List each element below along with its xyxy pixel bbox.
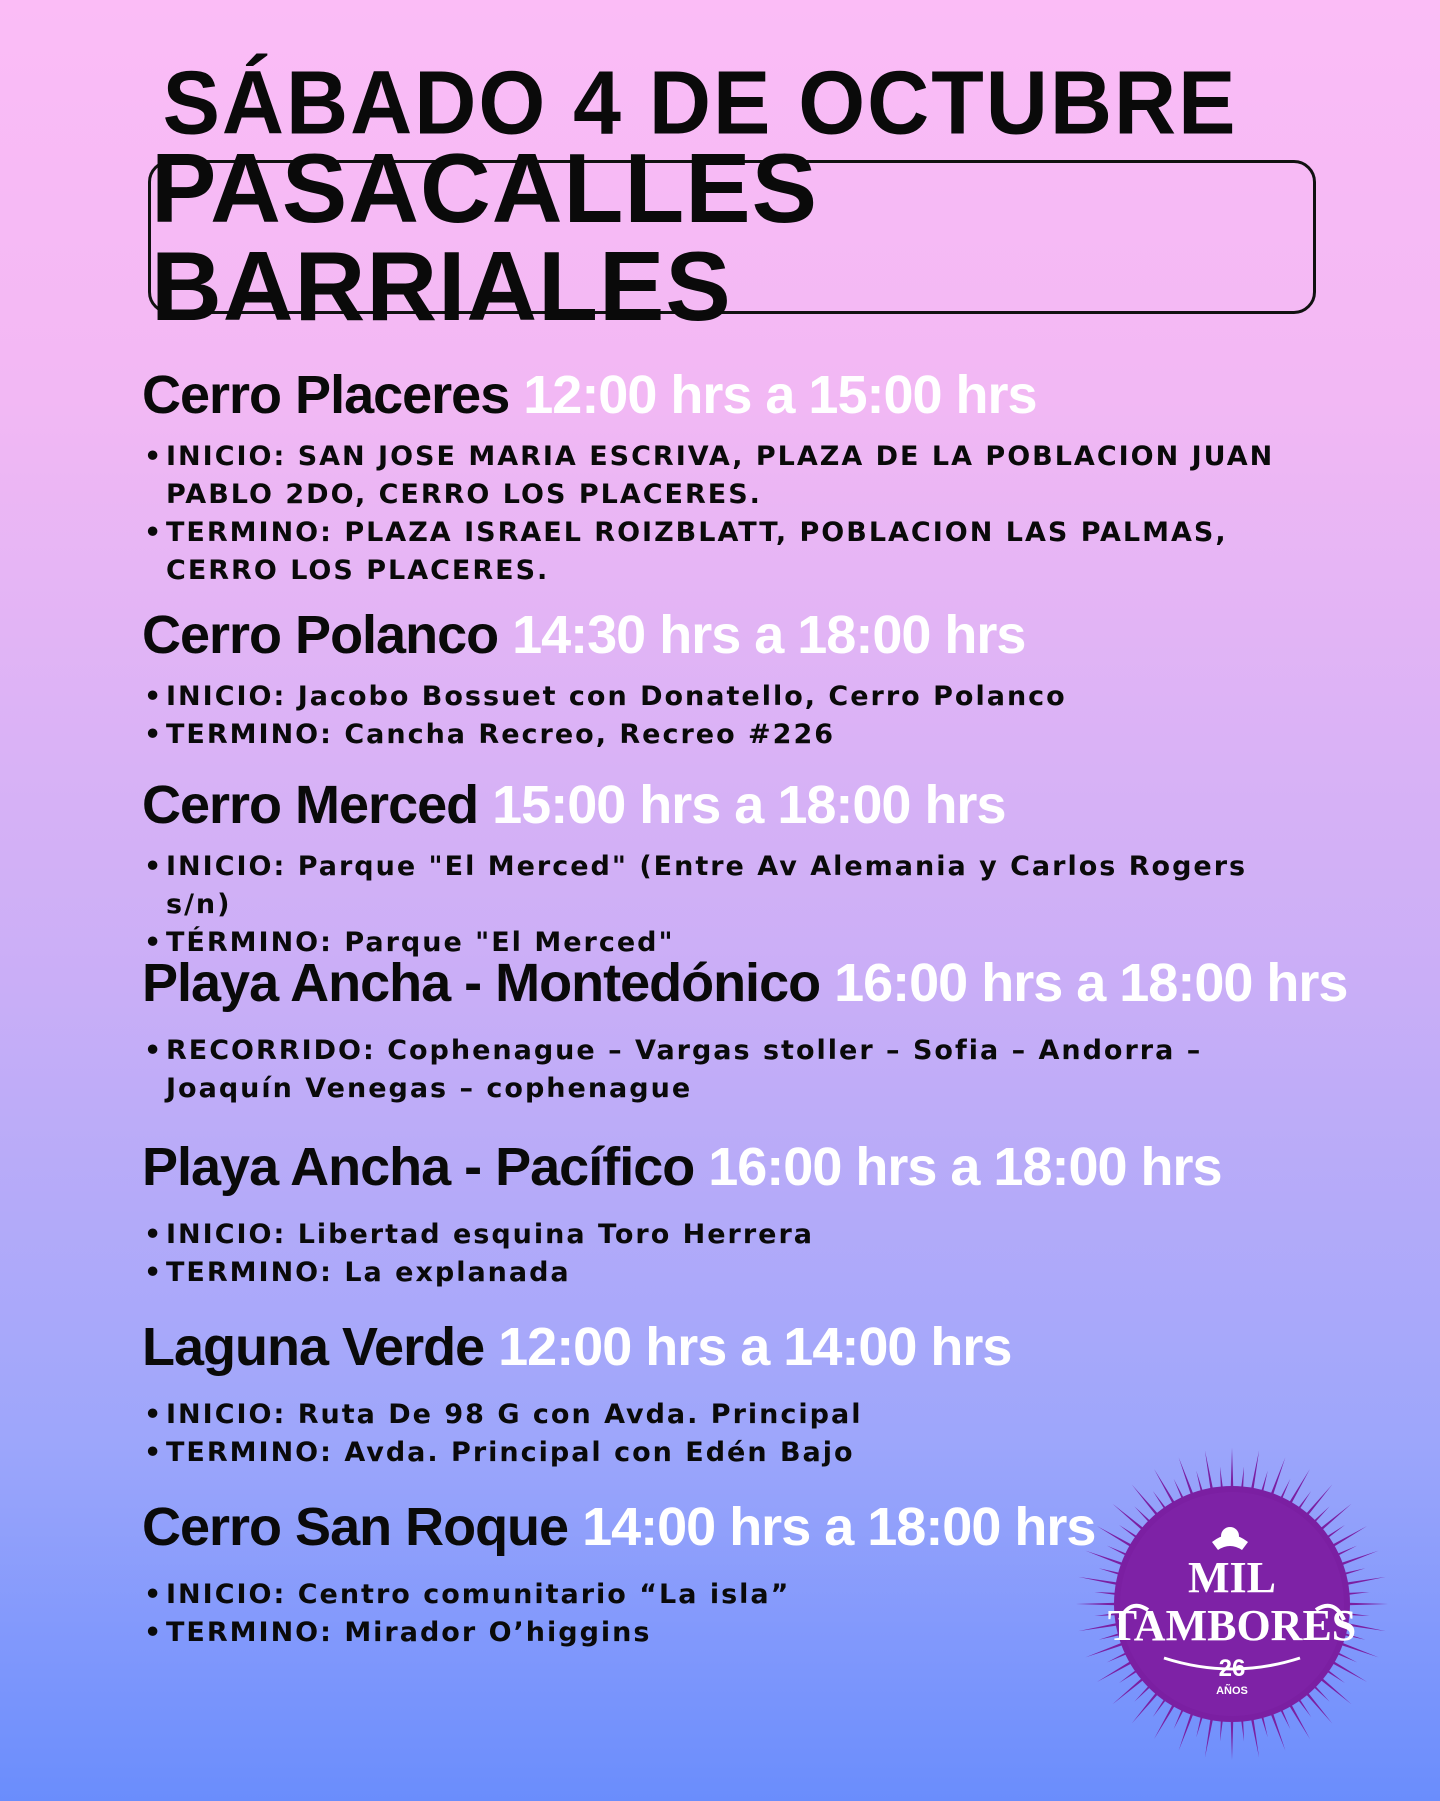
sun-burst-logo-icon bbox=[1072, 1444, 1392, 1764]
section-heading bbox=[142, 775, 1322, 835]
item-text: TERMINO: Cancha Recreo, Recreo #226 bbox=[166, 719, 836, 750]
list-item: • TERMINO: Avda. Principal con Edén Bajo bbox=[144, 1437, 855, 1468]
list-item: • INICIO: Jacobo Bossuet con Donatello, Cerro Polanco bbox=[144, 681, 1067, 712]
section-heading bbox=[142, 1317, 1322, 1377]
logo-line2: TAMBORES bbox=[1107, 1601, 1357, 1650]
section-time: 14:30 hrs a 18:00 hrs bbox=[512, 605, 1026, 665]
section-playa-ancha-montedonico bbox=[142, 953, 1348, 1108]
item-text: INICIO: Jacobo Bossuet con Donatello, Cerro Polanco bbox=[166, 681, 1067, 712]
list-item: • RECORRIDO: Cophenague – Vargas stoller – Sofia – Andorra – Joaquín Venegas – cophenague bbox=[144, 1035, 1203, 1104]
item-text: INICIO: Libertad esquina Toro Herrera bbox=[166, 1219, 815, 1250]
list-item: • INICIO: Centro comunitario “La isla” bbox=[144, 1579, 791, 1610]
page-title: PASACALLES BARRIALES bbox=[151, 133, 819, 341]
section-time: 14:00 hrs a 18:00 hrs bbox=[582, 1497, 1096, 1557]
item-text: INICIO: Centro comunitario “La isla” bbox=[166, 1579, 791, 1610]
section-time: 15:00 hrs a 18:00 hrs bbox=[492, 775, 1006, 835]
section-place: Cerro Merced bbox=[142, 775, 479, 835]
event-date: SÁBADO 4 DE OCTUBRE bbox=[162, 52, 1238, 154]
section-cerro-polanco bbox=[142, 605, 1322, 754]
logo-line1: MIL bbox=[1188, 1553, 1276, 1602]
section-place: Cerro San Roque bbox=[142, 1497, 569, 1557]
item-text: TERMINO: PLAZA ISRAEL ROIZBLATT, POBLACION LAS PALMAS, CERRO LOS PLACERES. bbox=[166, 517, 1228, 586]
section-place: Cerro Polanco bbox=[142, 605, 499, 665]
section-items bbox=[142, 848, 1322, 962]
section-items bbox=[142, 678, 1322, 754]
item-text: INICIO: SAN JOSE MARIA ESCRIVA, PLAZA DE LA POBLACION JUAN PABLO 2DO, CERRO LOS PLACERES. bbox=[166, 441, 1275, 510]
logo-years: 26 bbox=[1218, 1655, 1246, 1682]
list-item: • INICIO: Ruta De 98 G con Avda. Principal bbox=[144, 1399, 863, 1430]
section-time: 12:00 hrs a 15:00 hrs bbox=[523, 365, 1037, 425]
section-cerro-placeres bbox=[142, 365, 1322, 590]
section-playa-ancha-pacifico bbox=[142, 1137, 1322, 1292]
logo-years-label: AÑOS bbox=[1216, 1685, 1248, 1697]
section-items bbox=[142, 1032, 1322, 1108]
section-place: Cerro Placeres bbox=[142, 365, 510, 425]
item-text: RECORRIDO: Cophenague – Vargas stoller – Sofia – Andorra – Joaquín Venegas – cophenague bbox=[166, 1035, 1203, 1104]
section-heading bbox=[142, 1137, 1322, 1197]
item-text: INICIO: Ruta De 98 G con Avda. Principal bbox=[166, 1399, 863, 1430]
section-cerro-merced bbox=[142, 775, 1322, 962]
item-text: TERMINO: La explanada bbox=[166, 1257, 571, 1288]
item-text: TERMINO: Avda. Principal con Edén Bajo bbox=[166, 1437, 855, 1468]
list-item: • TÉRMINO: Parque "El Merced" bbox=[144, 927, 675, 958]
list-item: • TERMINO: La explanada bbox=[144, 1257, 571, 1288]
list-item: • INICIO: SAN JOSE MARIA ESCRIVA, PLAZA DE LA POBLACION JUAN PABLO 2DO, CERRO LOS PLACERES. bbox=[144, 441, 1275, 510]
mil-tambores-logo bbox=[1072, 1444, 1392, 1764]
section-place: Laguna Verde bbox=[142, 1317, 485, 1377]
list-item: • TERMINO: Cancha Recreo, Recreo #226 bbox=[144, 719, 836, 750]
list-item: • INICIO: Libertad esquina Toro Herrera bbox=[144, 1219, 815, 1250]
item-text: TERMINO: Mirador O’higgins bbox=[166, 1617, 652, 1648]
section-items bbox=[142, 1216, 1322, 1292]
section-place: Playa Ancha - Montedónico bbox=[142, 953, 821, 1013]
section-time: 16:00 hrs a 18:00 hrs bbox=[708, 1137, 1222, 1197]
section-place: Playa Ancha - Pacífico bbox=[142, 1137, 695, 1197]
item-text: TÉRMINO: Parque "El Merced" bbox=[166, 927, 675, 958]
section-heading bbox=[142, 365, 1322, 425]
item-text: INICIO: Parque "El Merced" (Entre Av Alemania y Carlos Rogers s/n) bbox=[166, 851, 1248, 920]
section-time: 12:00 hrs a 14:00 hrs bbox=[498, 1317, 1012, 1377]
section-heading bbox=[142, 953, 1348, 1013]
list-item: • INICIO: Parque "El Merced" (Entre Av Alemania y Carlos Rogers s/n) bbox=[144, 851, 1248, 920]
section-heading bbox=[142, 605, 1322, 665]
list-item: • TERMINO: PLAZA ISRAEL ROIZBLATT, POBLACION LAS PALMAS, CERRO LOS PLACERES. bbox=[144, 517, 1228, 586]
section-items bbox=[142, 438, 1322, 590]
list-item: • TERMINO: Mirador O’higgins bbox=[144, 1617, 652, 1648]
section-time: 16:00 hrs a 18:00 hrs bbox=[834, 953, 1348, 1013]
